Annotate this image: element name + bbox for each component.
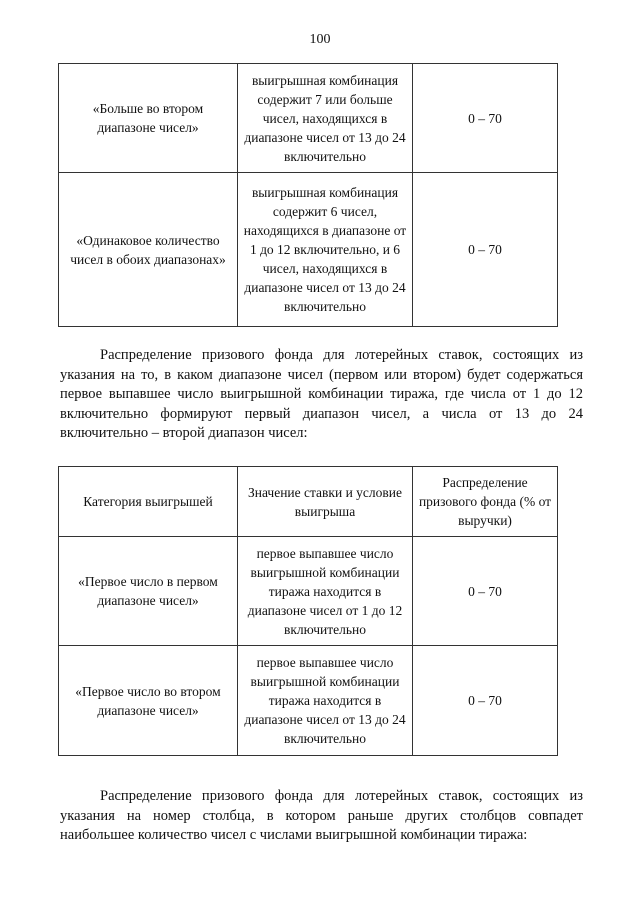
condition-cell: выигрышная комбинация содержит 6 чисел, находящихся в диапазоне от 1 до 12 включительно, и 6 чисел, находящихся в диапазоне чисел от 13 до 24 включительно bbox=[238, 173, 413, 327]
header-share: Распределение призового фонда (% от выручки) bbox=[413, 467, 558, 537]
table-row bbox=[59, 173, 558, 327]
paragraph-text: Распределение призового фонда для лотерейных ставок, состоящих из указания на то, в каком диапазоне чисел (первом или втором) будет содержаться первое выпавшее число выигрышной комбинации тиража, где числа от 1 до 12 включительно формируют первый диапазон чисел, а числа от 13 до 24 включительно – второй диапазон чисел: bbox=[60, 347, 583, 441]
category-cell: «Больше во втором диапазоне чисел» bbox=[59, 64, 238, 173]
share-cell: 0 – 70 bbox=[413, 537, 558, 646]
table-row bbox=[59, 537, 558, 646]
share-cell: 0 – 70 bbox=[413, 64, 558, 173]
table-row bbox=[59, 64, 558, 173]
paragraph-first-number-range bbox=[60, 346, 583, 444]
prize-table-first-number bbox=[58, 466, 558, 756]
prize-table-ranges bbox=[58, 63, 558, 327]
table-row bbox=[59, 646, 558, 756]
category-cell: «Одинаковое количество чисел в обоих диапазонах» bbox=[59, 173, 238, 327]
condition-cell: первое выпавшее число выигрышной комбинации тиража находится в диапазоне чисел от 1 до 12 включительно bbox=[238, 537, 413, 646]
table-header-row bbox=[59, 467, 558, 537]
condition-cell: выигрышная комбинация содержит 7 или больше чисел, находящихся в диапазоне чисел от 13 до 24 включительно bbox=[238, 64, 413, 173]
header-category: Категория выигрышей bbox=[59, 467, 238, 537]
category-cell: «Первое число в первом диапазоне чисел» bbox=[59, 537, 238, 646]
share-cell: 0 – 70 bbox=[413, 173, 558, 327]
page-number: 100 bbox=[309, 32, 331, 47]
share-cell: 0 – 70 bbox=[413, 646, 558, 756]
paragraph-column-number bbox=[60, 787, 583, 846]
condition-cell: первое выпавшее число выигрышной комбинации тиража находится в диапазоне чисел от 13 до 24 включительно bbox=[238, 646, 413, 756]
header-condition: Значение ставки и условие выигрыша bbox=[238, 467, 413, 537]
paragraph-text: Распределение призового фонда для лотерейных ставок, состоящих из указания на номер столбца, в котором раньше других столбцов совпадет наибольшее количество чисел с числами выигрышной комбинации тиража: bbox=[60, 788, 583, 843]
category-cell: «Первое число во втором диапазоне чисел» bbox=[59, 646, 238, 756]
